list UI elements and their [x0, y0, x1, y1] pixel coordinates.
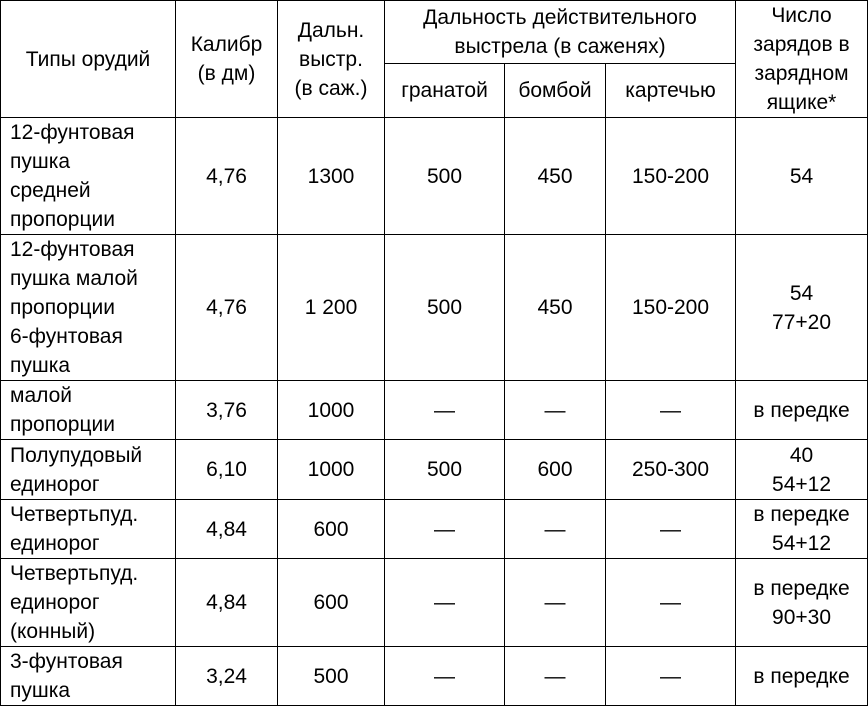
cell-caliber: 4,84	[176, 500, 278, 559]
cell-type: малой пропорции	[1, 381, 176, 440]
cell-canister: —	[606, 647, 736, 706]
table-row	[1, 440, 868, 500]
table-row	[1, 647, 868, 706]
table-row	[1, 381, 868, 440]
cell-range: 1000	[278, 440, 385, 500]
cell-bomb: 450	[505, 235, 606, 381]
cell-bomb: —	[505, 647, 606, 706]
cell-charges: 54	[736, 118, 868, 235]
cell-grenade: 500	[385, 235, 505, 381]
cell-grenade: 500	[385, 118, 505, 235]
cell-charges: в передке	[736, 647, 868, 706]
header-caliber: Калибр (в дм)	[176, 1, 278, 118]
cell-type: Четвертьпуд. единорог (конный)	[1, 559, 176, 647]
cell-type: 12-фунтовая пушка малой пропорции 6-фунтовая пушка	[1, 235, 176, 381]
cell-grenade: —	[385, 381, 505, 440]
cell-canister: —	[606, 500, 736, 559]
header-canister: картечью	[606, 64, 736, 118]
header-effective-range-group: Дальность действительного выстрела (в саженях)	[385, 1, 736, 64]
cell-canister: 150-200	[606, 235, 736, 381]
header-grenade: гранатой	[385, 64, 505, 118]
cell-caliber: 4,76	[176, 235, 278, 381]
cell-bomb: —	[505, 559, 606, 647]
cell-bomb: 600	[505, 440, 606, 500]
cell-charges: в передке 90+30	[736, 559, 868, 647]
cell-caliber: 4,84	[176, 559, 278, 647]
cell-grenade: —	[385, 559, 505, 647]
cell-bomb: 450	[505, 118, 606, 235]
cell-range: 1300	[278, 118, 385, 235]
cell-range: 500	[278, 647, 385, 706]
cell-type: Полупудовый единорог	[1, 440, 176, 500]
cell-type: 3-фунтовая пушка	[1, 647, 176, 706]
cell-type: 12-фунтовая пушка средней пропорции	[1, 118, 176, 235]
table-row	[1, 559, 868, 647]
cell-grenade: —	[385, 500, 505, 559]
cell-grenade: 500	[385, 440, 505, 500]
cell-caliber: 4,76	[176, 118, 278, 235]
cell-canister: 250-300	[606, 440, 736, 500]
table-row	[1, 235, 868, 381]
table-row	[1, 500, 868, 559]
cell-range: 1 200	[278, 235, 385, 381]
cell-grenade: —	[385, 647, 505, 706]
cell-caliber: 6,10	[176, 440, 278, 500]
cell-range: 600	[278, 500, 385, 559]
table-row	[1, 118, 868, 235]
cell-range: 1000	[278, 381, 385, 440]
cell-canister: —	[606, 559, 736, 647]
cell-range: 600	[278, 559, 385, 647]
cell-charges: 40 54+12	[736, 440, 868, 500]
cell-caliber: 3,24	[176, 647, 278, 706]
cell-charges: 54 77+20	[736, 235, 868, 381]
cell-type: Четвертьпуд. единорог	[1, 500, 176, 559]
cell-canister: 150-200	[606, 118, 736, 235]
cell-charges: в передке	[736, 381, 868, 440]
header-bomb: бомбой	[505, 64, 606, 118]
cell-caliber: 3,76	[176, 381, 278, 440]
cell-bomb: —	[505, 381, 606, 440]
header-charges: Число зарядов в зарядном ящике*	[736, 1, 868, 118]
cell-charges: в передке 54+12	[736, 500, 868, 559]
header-type: Типы орудий	[1, 1, 176, 118]
cell-bomb: —	[505, 500, 606, 559]
header-range: Дальн. выстр. (в саж.)	[278, 1, 385, 118]
cell-canister: —	[606, 381, 736, 440]
